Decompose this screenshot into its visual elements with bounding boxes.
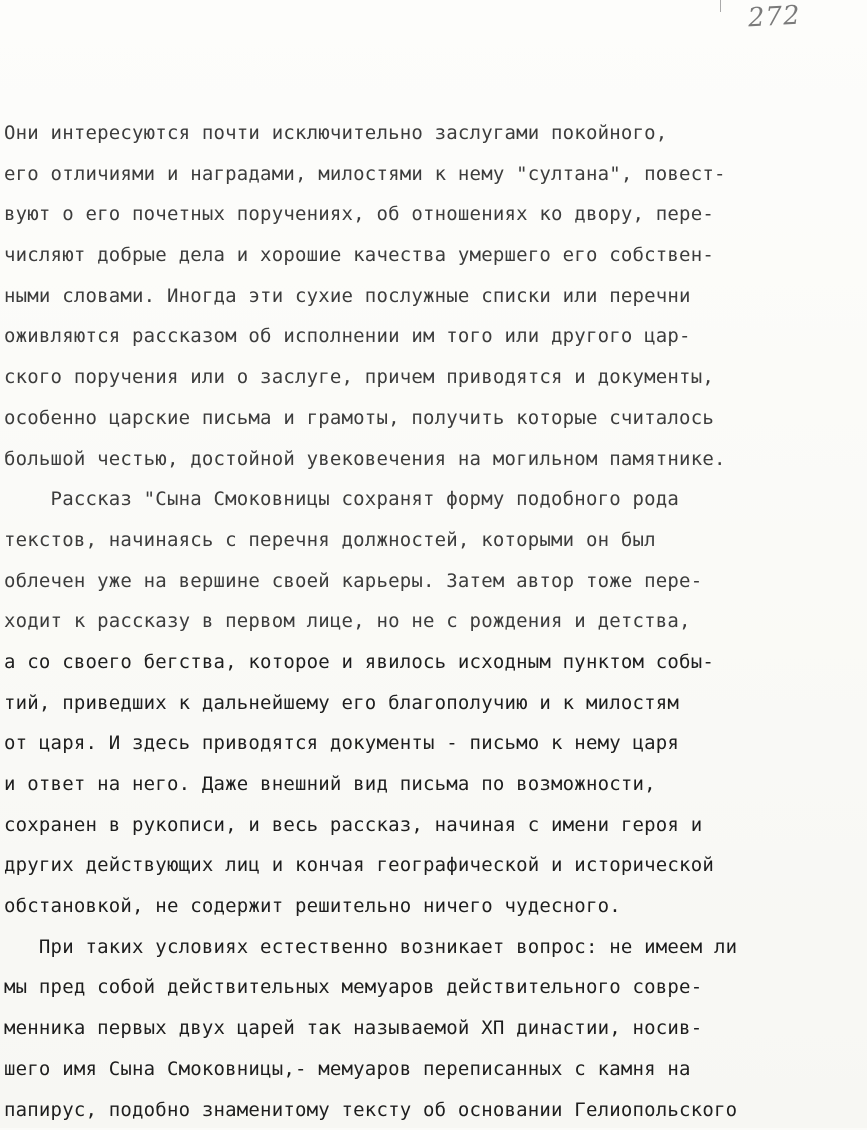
text-line: шего имя Сына Смоковницы,- мемуаров переписанных с камня на	[4, 1049, 864, 1090]
margin-mark	[720, 0, 721, 12]
text-line: других действующих лиц и кончая географической и исторической	[4, 845, 864, 886]
text-line: Они интересуются почти исключительно заслугами покойного,	[4, 113, 864, 154]
page-number: 272	[747, 1, 801, 34]
text-line: ходит к рассказу в первом лице, но не с рождения и детства,	[4, 601, 864, 642]
text-line: ского поручения или о заслуге, причем приводятся и документы,	[4, 357, 864, 398]
text-line: от царя. И здесь приводятся документы - письмо к нему царя	[4, 723, 864, 764]
text-line: обстановкой, не содержит решительно ничего чудесного.	[4, 886, 864, 927]
text-line: сохранен в рукописи, и весь рассказ, начиная с имени героя и	[4, 805, 864, 846]
text-line: его отличиями и наградами, милостями к нему "султана", повест-	[4, 154, 864, 195]
text-line: текстов, начинаясь с перечня должностей, которыми он был	[4, 520, 864, 561]
text-line: числяют добрые дела и хорошие качества умершего его собствен-	[4, 235, 864, 276]
text-line: тий, приведших к дальнейшему его благополучию и к милостям	[4, 683, 864, 724]
text-line: большой честью, достойной увековечения на могильном памятнике.	[4, 439, 864, 480]
text-line: При таких условиях естественно возникает вопрос: не имеем ли	[4, 927, 864, 968]
text-line: мы пред собой действительных мемуаров действительного совре-	[4, 967, 864, 1008]
text-line: облечен уже на вершине своей карьеры. Затем автор тоже пере-	[4, 561, 864, 602]
text-line: Рассказ "Сына Смоковницы сохранят форму подобного рода	[4, 479, 864, 520]
text-line: вуют о его почетных поручениях, об отношениях ко двору, пере-	[4, 194, 864, 235]
text-line: и ответ на него. Даже внешний вид письма по возможности,	[4, 764, 864, 805]
text-line: оживляются рассказом об исполнении им того или другого цар-	[4, 316, 864, 357]
text-line: менника первых двух царей так называемой ХП династии, носив-	[4, 1008, 864, 1049]
typed-text-body	[4, 113, 864, 1130]
text-line: ными словами. Иногда эти сухие послужные списки или перечни	[4, 276, 864, 317]
text-line: а со своего бегства, которое и явилось исходным пунктом собы-	[4, 642, 864, 683]
text-line: папирус, подобно знаменитому тексту об основании Гелиопольского	[4, 1090, 864, 1130]
text-line: особенно царские письма и грамоты, получить которые считалось	[4, 398, 864, 439]
